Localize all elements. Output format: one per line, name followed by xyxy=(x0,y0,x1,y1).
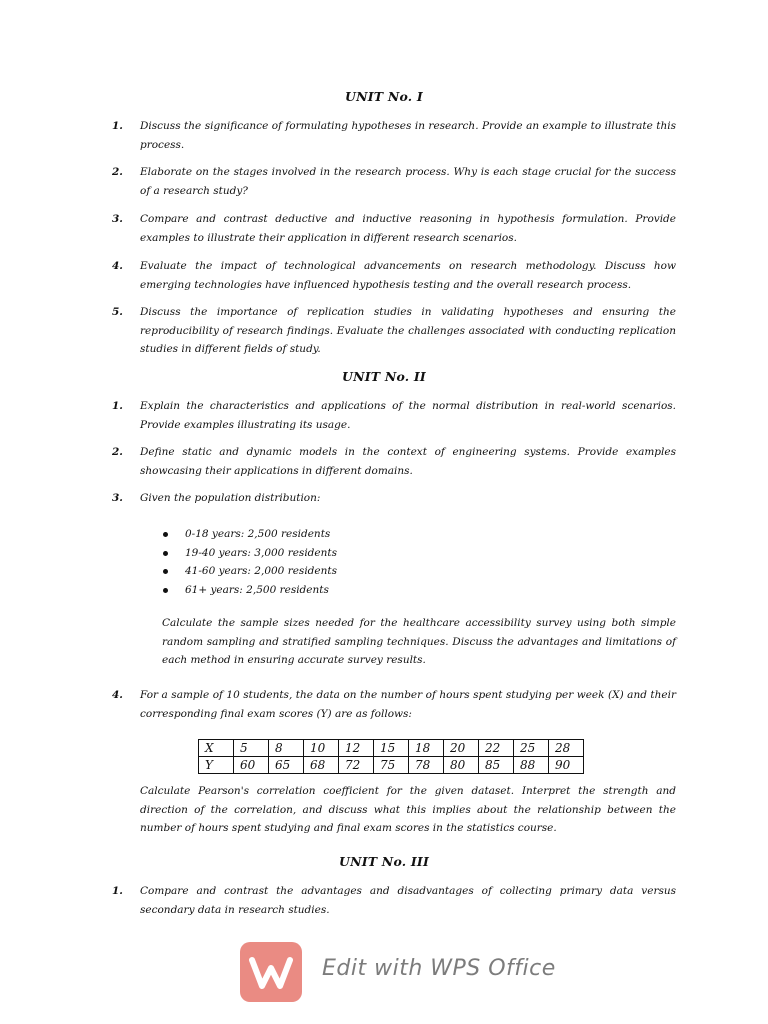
unit-2-question-2 xyxy=(112,443,676,480)
unit-3-heading: UNIT No. III xyxy=(338,854,430,869)
wps-logo-icon xyxy=(240,942,302,1002)
table-row xyxy=(199,740,584,757)
unit-1-question-4 xyxy=(112,257,676,294)
question-number: 1. xyxy=(112,120,123,132)
list-item: 61+ years: 2,500 residents xyxy=(162,581,562,600)
table-cell: 72 xyxy=(339,757,374,774)
table-cell: 22 xyxy=(479,740,514,757)
table-cell: 65 xyxy=(269,757,304,774)
unit-1-question-2 xyxy=(112,163,676,200)
question-number: 4. xyxy=(112,260,123,272)
table-cell: 28 xyxy=(549,740,584,757)
table-cell: 12 xyxy=(339,740,374,757)
unit-2-question-1 xyxy=(112,397,676,434)
table-cell: 78 xyxy=(409,757,444,774)
list-item: 0-18 years: 2,500 residents xyxy=(162,525,562,544)
table-cell: 8 xyxy=(269,740,304,757)
list-item: 41-60 years: 2,000 residents xyxy=(162,562,562,581)
question-number: 2. xyxy=(112,446,123,458)
table-cell: 68 xyxy=(304,757,339,774)
unit-2-question-3 xyxy=(112,489,676,508)
question-3-paragraph: Calculate the sample sizes needed for the healthcare accessibility survey using both simple random sampling and stratified sampling techniques. Discuss the advantages and limitations of each method in ensuring accurate survey results. xyxy=(162,617,676,666)
unit-2-question-4 xyxy=(112,686,676,723)
question-number: 1. xyxy=(112,400,123,412)
table-cell: 80 xyxy=(444,757,479,774)
unit-1-question-5 xyxy=(112,303,676,359)
table-cell: 25 xyxy=(514,740,549,757)
question-text: Discuss the significance of formulating hypotheses in research. Provide an example to illustrate this process. xyxy=(140,120,676,151)
unit-1-heading: UNIT No. I xyxy=(345,89,423,104)
unit-1-question-1 xyxy=(112,117,676,154)
wps-watermark-text: Edit with WPS Office xyxy=(322,956,556,981)
question-number: 1. xyxy=(112,885,123,897)
hours-scores-table xyxy=(198,739,584,774)
table-cell: 20 xyxy=(444,740,479,757)
question-text: Compare and contrast the advantages and disadvantages of collecting primary data versus secondary data in research studies. xyxy=(140,885,676,916)
question-number: 2. xyxy=(112,166,123,178)
table-cell: 15 xyxy=(374,740,409,757)
table-cell: X xyxy=(199,740,234,757)
unit-2-heading: UNIT No. II xyxy=(342,369,426,384)
table-cell: 90 xyxy=(549,757,584,774)
table-cell: Y xyxy=(199,757,234,774)
population-list xyxy=(162,525,562,599)
question-text: Discuss the importance of replication studies in validating hypotheses and ensuring the reproducibility of research findings. Evaluate the challenges associated with conducting replication studies in different fields of study. xyxy=(140,306,676,355)
table-cell: 5 xyxy=(234,740,269,757)
question-text: Explain the characteristics and applications of the normal distribution in real-world scenarios. Provide examples illustrating its usage. xyxy=(140,400,676,431)
question-text: Given the population distribution: xyxy=(140,492,321,504)
question-text: For a sample of 10 students, the data on the number of hours spent studying per week (X) and their corresponding final exam scores (Y) are as follows: xyxy=(140,689,676,720)
question-number: 4. xyxy=(112,689,123,701)
question-number: 5. xyxy=(112,306,123,318)
table-cell: 88 xyxy=(514,757,549,774)
question-number: 3. xyxy=(112,213,123,225)
unit-1-question-3 xyxy=(112,210,676,247)
question-text: Compare and contrast deductive and inductive reasoning in hypothesis formulation. Provide examples to illustrate their application in different research scenarios. xyxy=(140,213,676,244)
unit-3-question-1 xyxy=(112,882,676,919)
table-cell: 75 xyxy=(374,757,409,774)
wps-watermark[interactable] xyxy=(240,942,580,1002)
list-item: 19-40 years: 3,000 residents xyxy=(162,544,562,563)
table-cell: 18 xyxy=(409,740,444,757)
question-4-paragraph: Calculate Pearson's correlation coefficient for the given dataset. Interpret the strength and direction of the correlation, and discuss what this implies about the relationship between the number of hours spent studying and final exam scores in the statistics course. xyxy=(140,785,676,834)
question-text: Define static and dynamic models in the context of engineering systems. Provide examples showcasing their applications in different domains. xyxy=(140,446,676,477)
question-number: 3. xyxy=(112,492,123,504)
question-text: Evaluate the impact of technological advancements on research methodology. Discuss how emerging technologies have influenced hypothesis testing and the overall research process. xyxy=(140,260,676,291)
question-text: Elaborate on the stages involved in the research process. Why is each stage crucial for the success of a research study? xyxy=(140,166,676,197)
table-cell: 10 xyxy=(304,740,339,757)
table-cell: 85 xyxy=(479,757,514,774)
table-row xyxy=(199,757,584,774)
table-cell: 60 xyxy=(234,757,269,774)
